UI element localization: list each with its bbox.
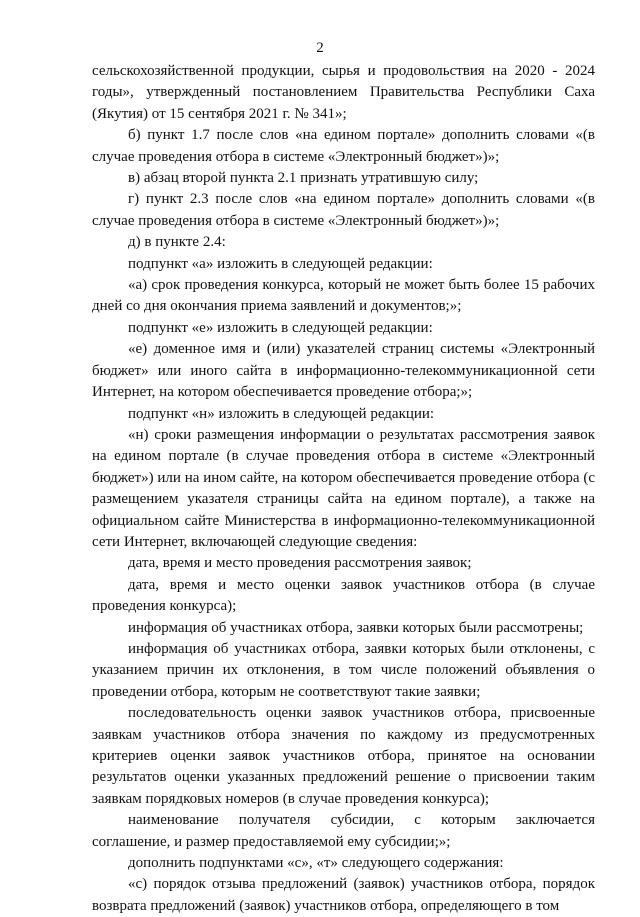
paragraph-list-item: информация об участниках отбора, заявки которых были отклонены, с указанием причин их отклонения, в том числе положений объявления о проведении отбора, которым не соответствуют такие заявки; [92,640,595,700]
paragraph-list-item: последовательность оценки заявок участников отбора, присвоенные заявкам участников отбора значения по каждому из предусмотренных критериев оценки заявок участников отбора, принятое на основании результатов оценки указанных предложений решение о присвоении таким заявкам порядковых номеров (в случае проведения конкурса); [92,705,595,807]
paragraph-item-b: б) пункт 1.7 после слов «на едином портале» дополнить словами «(в случае проведения отбора в системе «Электронный бюджет»)»; [92,127,595,165]
paragraph-continuation: сельскохозяйственной продукции, сырья и продовольствия на 2020 - 2024 годы», утвержденный постановлением Правительства Республики Саха (Якутия) от 15 сентября 2021 г. № 341»; [92,63,595,122]
page-number: 2 [316,40,324,56]
paragraph-subitem-a-text: «а) срок проведения конкурса, который не может быть более 15 рабочих дней со дня окончания приема заявлений и документов;»; [92,277,595,315]
paragraph-subitem-e-text: «е) доменное имя и (или) указателей страниц системы «Электронный бюджет» или иного сайта в информационно-телекоммуникационной сети Интернет, на котором обеспечивается проведение отбора;»; [92,341,595,401]
paragraph-subitem-n-text: «н) сроки размещения информации о результатах рассмотрения заявок на едином портале (в случае проведения отбора в системе «Электронный бюджет») или на ином сайте, на котором обеспечивается проведение отбора (с размещением указателя страницы сайта на едином портале), а также на официальном сайте Министерства в информационно-телекоммуникационной сети Интернет, включающей следующие сведения: [92,426,595,550]
paragraph-add-subitems-intro: дополнить подпунктами «с», «т» следующего содержания: [128,855,504,872]
paragraph-item-d: д) в пункте 2.4: [128,234,226,251]
paragraph-item-g: г) пункт 2.3 после слов «на едином портале» дополнить словами «(в случае проведения отбора в системе «Электронный бюджет»)»; [92,191,595,229]
paragraph-list-item: информация об участниках отбора, заявки которых были рассмотрены; [128,619,584,636]
paragraph-list-item: дата, время и место проведения рассмотрения заявок; [128,555,472,572]
paragraph-subitem-n-intro: подпункт «н» изложить в следующей редакции: [128,405,435,422]
paragraph-subitem-s-text: «с) порядок отзыва предложений (заявок) участников отбора, порядок возврата предложений (заявок) участников отбора, определяющего в том [92,876,595,914]
paragraph-subitem-e-intro: подпункт «е» изложить в следующей редакции: [128,319,433,336]
paragraph-list-item: дата, время и место оценки заявок участников отбора (в случае проведения конкурса); [92,576,595,615]
document-body [92,61,595,917]
paragraph-item-v: в) абзац второй пункта 2.1 признать утратившую силу; [128,170,479,187]
paragraph-subitem-a-intro: подпункт «а» изложить в следующей редакции: [128,255,433,272]
paragraph-list-item: наименование получателя субсидии, с которым заключается соглашение, и размер предоставляемой ему субсидии;»; [92,812,595,850]
